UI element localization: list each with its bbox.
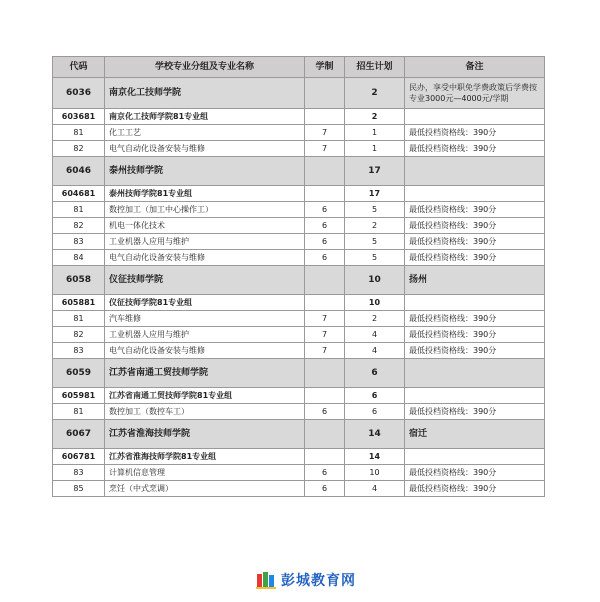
cell-code: 81	[53, 404, 105, 420]
cell-remark	[405, 109, 545, 125]
cell-years: 7	[305, 311, 345, 327]
cell-years: 6	[305, 218, 345, 234]
major-row	[53, 218, 545, 234]
cell-years: 6	[305, 404, 345, 420]
cell-remark: 民办，享受中职免学费政策后学费按专业3000元—4000元/学期	[405, 78, 545, 109]
major-row	[53, 327, 545, 343]
cell-plan: 5	[345, 202, 405, 218]
school-row	[53, 266, 545, 295]
cell-plan: 4	[345, 481, 405, 497]
cell-name: 工业机器人应用与维护	[105, 327, 305, 343]
major-row	[53, 404, 545, 420]
major-row	[53, 250, 545, 266]
major-row	[53, 202, 545, 218]
cell-name: 仪征技师学院81专业组	[105, 295, 305, 311]
major-row	[53, 234, 545, 250]
cell-code: 81	[53, 202, 105, 218]
cell-code: 83	[53, 234, 105, 250]
cell-code: 603681	[53, 109, 105, 125]
cell-remark	[405, 388, 545, 404]
cell-name: 数控加工（加工中心操作工）	[105, 202, 305, 218]
header-years: 学制	[305, 57, 345, 78]
cell-code: 82	[53, 327, 105, 343]
cell-name: 烹饪（中式烹调）	[105, 481, 305, 497]
cell-years: 7	[305, 343, 345, 359]
cell-remark	[405, 449, 545, 465]
cell-years: 7	[305, 125, 345, 141]
cell-code: 6036	[53, 78, 105, 109]
cell-name: 机电一体化技术	[105, 218, 305, 234]
cell-plan: 2	[345, 78, 405, 109]
cell-name: 计算机信息管理	[105, 465, 305, 481]
cell-remark: 最低投档资格线：390分	[405, 202, 545, 218]
cell-code: 82	[53, 218, 105, 234]
cell-remark: 最低投档资格线：390分	[405, 481, 545, 497]
cell-name: 电气自动化设备安装与维修	[105, 343, 305, 359]
header-code: 代码	[53, 57, 105, 78]
cell-years	[305, 78, 345, 109]
cell-plan: 6	[345, 388, 405, 404]
cell-years	[305, 157, 345, 186]
cell-remark: 最低投档资格线：390分	[405, 234, 545, 250]
cell-plan: 2	[345, 311, 405, 327]
cell-code: 81	[53, 311, 105, 327]
logo-text: 彭城教育网	[281, 573, 356, 589]
cell-name: 泰州技师学院81专业组	[105, 186, 305, 202]
cell-remark: 最低投档资格线：390分	[405, 311, 545, 327]
major-row	[53, 311, 545, 327]
cell-remark: 最低投档资格线：390分	[405, 465, 545, 481]
table-body	[53, 78, 545, 497]
cell-code: 85	[53, 481, 105, 497]
cell-remark: 宿迁	[405, 420, 545, 449]
header-name: 学校专业分组及专业名称	[105, 57, 305, 78]
cell-plan: 14	[345, 420, 405, 449]
cell-plan: 17	[345, 186, 405, 202]
cell-remark: 最低投档资格线：390分	[405, 218, 545, 234]
group-row	[53, 186, 545, 202]
cell-years	[305, 266, 345, 295]
cell-years: 7	[305, 327, 345, 343]
cell-plan: 1	[345, 125, 405, 141]
cell-code: 6067	[53, 420, 105, 449]
cell-name: 南京化工技师学院	[105, 78, 305, 109]
cell-name: 江苏省南通工贸技师学院81专业组	[105, 388, 305, 404]
cell-years: 6	[305, 234, 345, 250]
school-row	[53, 359, 545, 388]
cell-name: 工业机器人应用与维护	[105, 234, 305, 250]
cell-code: 83	[53, 343, 105, 359]
cell-remark: 扬州	[405, 266, 545, 295]
major-row	[53, 481, 545, 497]
cell-years	[305, 186, 345, 202]
cell-name: 化工工艺	[105, 125, 305, 141]
cell-name: 江苏省南通工贸技师学院	[105, 359, 305, 388]
cell-years	[305, 359, 345, 388]
header-remark: 备注	[405, 57, 545, 78]
cell-code: 606781	[53, 449, 105, 465]
cell-plan: 5	[345, 234, 405, 250]
table-header-row	[53, 57, 545, 78]
cell-years	[305, 388, 345, 404]
cell-remark: 最低投档资格线：390分	[405, 125, 545, 141]
cell-years: 6	[305, 250, 345, 266]
cell-code: 6059	[53, 359, 105, 388]
cell-remark: 最低投档资格线：390分	[405, 404, 545, 420]
book-logo-icon	[256, 571, 276, 589]
cell-years: 6	[305, 465, 345, 481]
school-row	[53, 78, 545, 109]
cell-years	[305, 449, 345, 465]
cell-code: 6046	[53, 157, 105, 186]
major-row	[53, 141, 545, 157]
cell-code: 83	[53, 465, 105, 481]
cell-years: 6	[305, 202, 345, 218]
header-plan: 招生计划	[345, 57, 405, 78]
cell-code: 6058	[53, 266, 105, 295]
cell-years: 6	[305, 481, 345, 497]
major-row	[53, 465, 545, 481]
cell-code: 604681	[53, 186, 105, 202]
cell-name: 仪征技师学院	[105, 266, 305, 295]
cell-plan: 10	[345, 295, 405, 311]
cell-plan: 14	[345, 449, 405, 465]
group-row	[53, 109, 545, 125]
cell-plan: 4	[345, 327, 405, 343]
cell-name: 泰州技师学院	[105, 157, 305, 186]
cell-remark	[405, 359, 545, 388]
cell-remark: 最低投档资格线：390分	[405, 250, 545, 266]
cell-name: 江苏省淮海技师学院	[105, 420, 305, 449]
cell-plan: 6	[345, 359, 405, 388]
cell-years: 7	[305, 141, 345, 157]
admissions-table	[52, 56, 545, 497]
cell-plan: 5	[345, 250, 405, 266]
cell-remark	[405, 186, 545, 202]
group-row	[53, 449, 545, 465]
cell-name: 电气自动化设备安装与维修	[105, 141, 305, 157]
cell-name: 电气自动化设备安装与维修	[105, 250, 305, 266]
group-row	[53, 295, 545, 311]
cell-years	[305, 420, 345, 449]
school-row	[53, 420, 545, 449]
cell-code: 84	[53, 250, 105, 266]
cell-plan: 2	[345, 109, 405, 125]
cell-code: 81	[53, 125, 105, 141]
cell-plan: 4	[345, 343, 405, 359]
cell-code: 605981	[53, 388, 105, 404]
cell-plan: 10	[345, 465, 405, 481]
cell-plan: 10	[345, 266, 405, 295]
cell-code: 605881	[53, 295, 105, 311]
cell-remark: 最低投档资格线：390分	[405, 343, 545, 359]
cell-name: 南京化工技师学院81专业组	[105, 109, 305, 125]
cell-plan: 17	[345, 157, 405, 186]
cell-name: 汽车维修	[105, 311, 305, 327]
cell-code: 82	[53, 141, 105, 157]
cell-years	[305, 295, 345, 311]
school-row	[53, 157, 545, 186]
cell-plan: 1	[345, 141, 405, 157]
cell-plan: 6	[345, 404, 405, 420]
cell-remark	[405, 157, 545, 186]
cell-name: 江苏省淮海技师学院81专业组	[105, 449, 305, 465]
site-logo	[256, 570, 356, 590]
cell-remark	[405, 295, 545, 311]
major-row	[53, 343, 545, 359]
cell-remark: 最低投档资格线：390分	[405, 141, 545, 157]
cell-name: 数控加工（数控车工）	[105, 404, 305, 420]
major-row	[53, 125, 545, 141]
cell-years	[305, 109, 345, 125]
cell-remark: 最低投档资格线：390分	[405, 327, 545, 343]
cell-plan: 2	[345, 218, 405, 234]
group-row	[53, 388, 545, 404]
